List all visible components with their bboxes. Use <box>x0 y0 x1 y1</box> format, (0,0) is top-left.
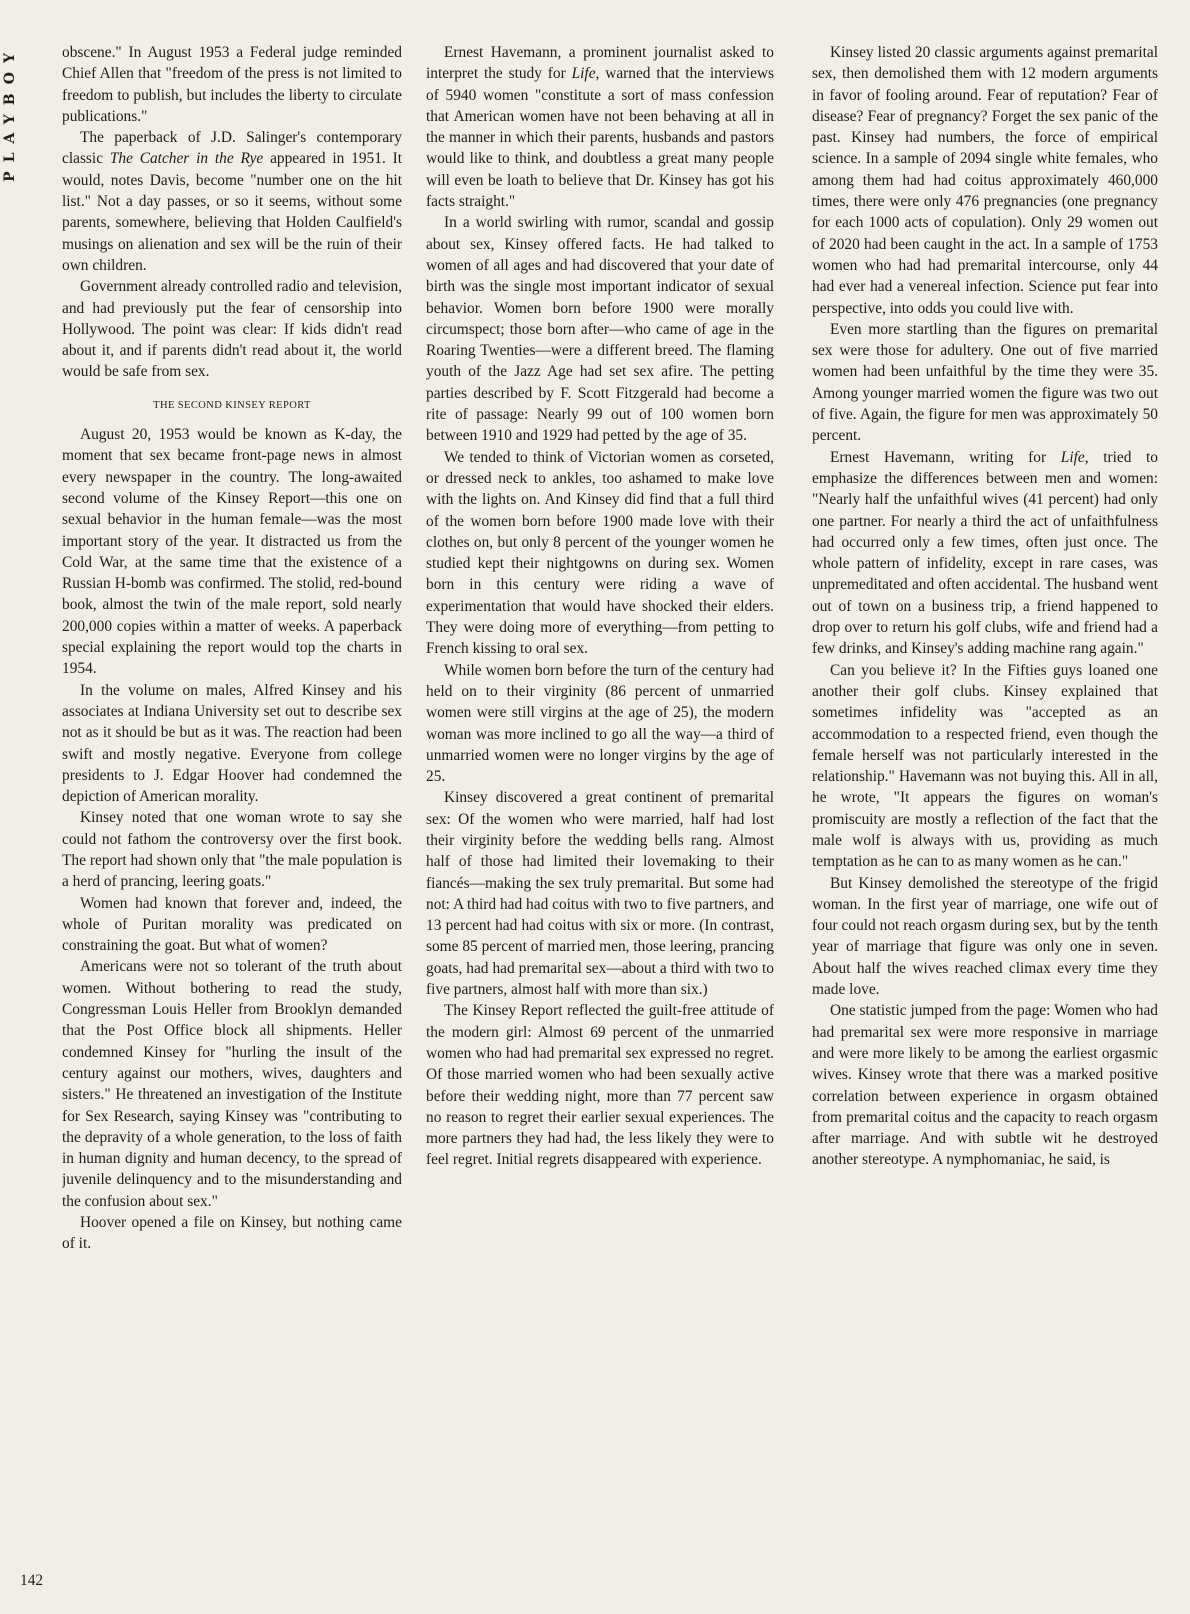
paragraph: The Kinsey Report reflected the guilt-free attitude of the modern girl: Almost 69 percent of the unmarried women who had had premarital sex expressed no regret. Of those married women who had been sexually active before their wedding night, more than 77 percent saw no reason to regret their earlier sexual experiences. The more partners they had had, the less likely they were to feel regret. Initial regrets disappeared with experience. <box>426 1002 774 1169</box>
column-2 <box>426 42 774 1592</box>
book-title: The Catcher in the Rye <box>109 150 264 168</box>
paragraph: Kinsey noted that one woman wrote to say she could not fathom the controversy over the first book. The report had shown only that "the male population is a herd of prancing, leering goats." <box>62 809 402 891</box>
paragraph: Kinsey discovered a great continent of premarital sex: Of the women who were married, half had lost their virginity before the wedding bells rang. Almost half of those had limited their lovemaking to their fiancés—making the sex truly premarital. But some had not: A third had had coitus with two to five partners, and 13 percent had had coitus with six or more. (In contrast, some 85 percent of married men, those leering, prancing goats, had had premarital sex—about a third with two to five partners, almost half with more than six.) <box>426 789 774 999</box>
paragraph: Hoover opened a file on Kinsey, but nothing came of it. <box>62 1214 402 1253</box>
column-1 <box>62 42 402 1592</box>
paragraph: But Kinsey demolished the stereotype of the frigid woman. In the first year of marriage, one wife out of four could not reach orgasm during sex, but by the tenth year of marriage that figure was only one in seven. About half the wives reached climax every time they made love. <box>812 874 1158 999</box>
section-heading: THE SECOND KINSEY REPORT <box>153 399 311 411</box>
paragraph: We tended to think of Victorian women as corseted, or dressed neck to ankles, too ashamed to make love with the lights on. And Kinsey did find that a full third of the women born before 1900 made love with their clothes on, but only 8 percent of the younger women he studied kept their nightgowns on during sex. Women born in this century were riding a wave of experimentation that would have shocked their elders. They were doing more of everything—from petting to French kissing to oral sex. <box>426 448 774 658</box>
paragraph: Even more startling than the figures on premarital sex were those for adultery. One out of five married women had been unfaithful by the time they were 35. Among younger married women the figure was two out of five. Again, the figure for men was approximately 50 percent. <box>812 320 1158 445</box>
paragraph: Americans were not so tolerant of the truth about women. Without bothering to read the study, Congressman Louis Heller from Brooklyn demanded that the Post Office block all shipments. Heller condemned Kinsey for "hurling the insult of the century against our mothers, wives, daughters and sisters." He threatened an investigation of the Institute for Sex Research, saying Kinsey was "contributing to the depravity of a whole generation, to the loss of faith in human dignity and human decency, to the spread of juvenile delinquency and to the misunderstanding and the confusion about sex." <box>62 958 402 1210</box>
page-number: 142 <box>20 1572 44 1589</box>
column-3 <box>812 42 1158 1592</box>
paragraph: Ernest Havemann, writing for Life, tried to emphasize the differences between men and women: "Nearly half the unfaithful wives (41 percent) had only one partner. For nearly a third the act of unfaithfulness had occurred only a few times, often just once. The whole pattern of infidelity, except in rare cases, was unpremeditated and often accidental. The husband went out of town on a business trip, a friend happened to drop over to return his golf clubs, wife and friend had a few drinks, and Kinsey's adding machine rang again." <box>812 448 1158 658</box>
paragraph: Women had known that forever and, indeed, the whole of Puritan morality was predicated on constraining the goat. But what of women? <box>62 894 402 955</box>
paragraph: In the volume on males, Alfred Kinsey and his associates at Indiana University set out to describe sex not as it should be but as it was. The reaction had been swift and mostly negative. Everyone from college presidents to J. Edgar Hoover had condemned the depiction of American morality. <box>62 681 402 806</box>
paragraph: August 20, 1953 would be known as K-day, the moment that sex became front-page news in almost every newspaper in the country. The long-awaited second volume of the Kinsey Report—this one on sexual behavior in the human female—was the most important story of the year. It distracted us from the Cold War, at the same time that the existence of a Russian H-bomb was confirmed. The stolid, red-bound book, almost the twin of the male report, sold nearly 200,000 copies within a matter of weeks. A paperback special explaining the report would top the charts in 1954. <box>62 426 402 678</box>
paragraph: The paperback of J.D. Salinger's contemporary classic The Catcher in the Rye appeared in 1951. It would, notes Davis, become "number one on the hit list." Not a day passes, or so it seems, without some parents, somewhere, believing that Holden Caulfield's musings on alienation and sex will be the ruin of their own children. <box>62 129 402 274</box>
paragraph: obscene." In August 1953 a Federal judge reminded Chief Allen that "freedom of the press is not limited to freedom to publish, but includes the liberty to circulate publications." <box>62 44 402 125</box>
running-head: PLAYBOY <box>2 44 18 182</box>
paragraph: Kinsey listed 20 classic arguments against premarital sex, then demolished them with 12 modern arguments in favor of fooling around. Fear of reputation? Fear of disease? Fear of pregnancy? Forget the sex panic of the past. Kinsey had numbers, the force of empirical science. In a sample of 2094 single white females, who among them had had coitus approximately 460,000 times, there were only 476 pregnancies (one pregnancy for each 1000 acts of copulation). Only 29 women out of 2020 had been caught in the act. In a sample of 1753 women who had had premarital intercourse, only 44 had ever had a venereal infection. Science put fear into perspective, into odds you could live with. <box>812 44 1158 317</box>
paragraph: One statistic jumped from the page: Women who had had premarital sex were more responsive in marriage and were more likely to be among the earliest orgasmic wives. Kinsey wrote that there was a marked positive correlation between experience in orgasm obtained from premarital coitus and the capacity to reach orgasm after marriage. And with subtle wit he destroyed another stereotype. A nymphomaniac, he said, is <box>812 1002 1158 1169</box>
paragraph: Government already controlled radio and television, and had previously put the fear of censorship into Hollywood. The point was clear: If kids didn't read about it, and if parents didn't read about it, the world would be safe from sex. <box>62 278 402 381</box>
paragraph: While women born before the turn of the century had held on to their virginity (86 percent of unmarried women were still virgins at the age of 25), the modern woman was more inclined to go all the way—a third of unmarried women were no longer virgins by the age of 25. <box>426 661 774 786</box>
magazine-title: Life <box>571 65 596 83</box>
paragraph: In a world swirling with rumor, scandal and gossip about sex, Kinsey offered facts. He had talked to women of all ages and had discovered that your date of birth was the single most important indicator of sexual behavior. Women born before 1900 were morally circumspect; those born after—who came of age in the Roaring Twenties—were a different breed. The flaming youth of the Jazz Age had set sex afire. The petting parties described by F. Scott Fitzgerald had become a rite of passage: Nearly 99 out of 100 women born between 1910 and 1929 had petted by the age of 35. <box>426 214 774 445</box>
magazine-title: Life <box>1060 448 1085 466</box>
paragraph: Ernest Havemann, a prominent journalist asked to interpret the study for Life, warned that the interviews of 5940 women "constitute a sort of mass confession that American women have not been behaving at all in the manner in which their parents, husbands and pastors would like to think, and doubtless a great many people will even be loath to believe that Dr. Kinsey has got his facts straight." <box>426 44 774 211</box>
paragraph: Can you believe it? In the Fifties guys loaned one another their golf clubs. Kinsey explained that sometimes infidelity was "accepted as an accommodation to a respected friend, even though the female herself was not particularly interested in the relationship." Havemann was not buying this. All in all, he wrote, "It appears the figures on woman's promiscuity are mostly a reflection of the fact that the male wolf is always with us, providing as much temptation as he can to as many women as he can." <box>812 661 1158 871</box>
